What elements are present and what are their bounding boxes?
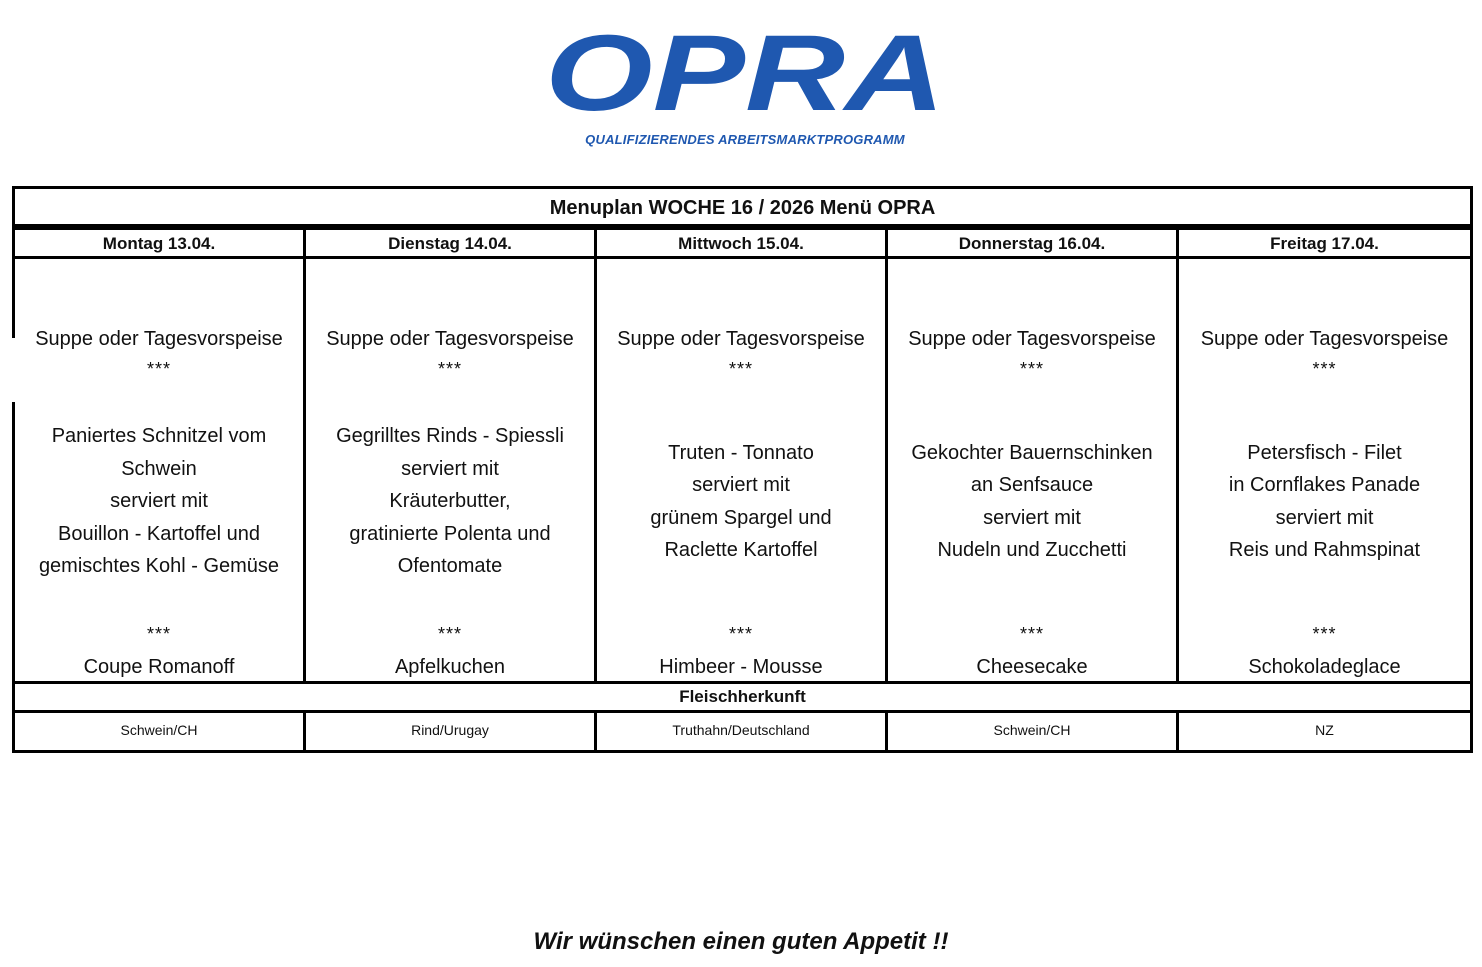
main-dish-line: Bouillon - Kartoffel und xyxy=(58,522,260,545)
dessert-text: Schokoladeglace xyxy=(1248,656,1401,678)
day-menu xyxy=(306,259,594,681)
separator-stars: *** xyxy=(146,624,171,644)
opra-logo xyxy=(540,22,950,152)
closing-message: Wir wünschen einen guten Appetit !! xyxy=(533,928,949,955)
meat-origin-thursday: Schwein/CH xyxy=(888,713,1179,750)
main-dish-line: Truten - Tonnato xyxy=(668,441,814,464)
starter-text: Suppe oder Tagesvorspeise xyxy=(1200,328,1449,350)
starter-text: Suppe oder Tagesvorspeise xyxy=(326,328,574,350)
opra-wordmark xyxy=(540,22,950,122)
main-dish-line: Reis und Rahmspinat xyxy=(1228,539,1421,561)
separator-stars: *** xyxy=(146,359,171,379)
day-column-tuesday xyxy=(306,230,597,681)
main-dish xyxy=(1179,389,1470,614)
main-dish-line: Gegrilltes Rinds - Spiessli xyxy=(336,425,564,448)
main-dish-line: gemischtes Kohl - Gemüse xyxy=(38,555,280,578)
meat-origin-friday: NZ xyxy=(1315,722,1334,738)
day-header: Donnerstag 16.04. xyxy=(888,230,1176,259)
main-dish-line: Nudeln und Zucchetti xyxy=(937,539,1127,561)
main-dish xyxy=(597,389,885,614)
meat-origin-tuesday: Rind/Urugay xyxy=(306,713,597,750)
starter-text: Suppe oder Tagesvorspeise xyxy=(908,328,1156,350)
menu-table xyxy=(12,186,1473,753)
day-column-wednesday xyxy=(597,230,888,681)
day-header: Dienstag 14.04. xyxy=(306,230,594,259)
meat-origin-header: Fleischherkunft xyxy=(15,681,1470,713)
menu-title: Menuplan WOCHE 16 / 2026 Menü OPRA xyxy=(15,189,1470,227)
separator-stars: *** xyxy=(437,624,462,644)
logo-tagline: QUALIFIZIERENDES ARBEITSMARKTPROGRAMM xyxy=(585,132,905,147)
day-menu xyxy=(597,259,885,681)
dessert-text: Cheesecake xyxy=(976,656,1088,678)
separator-stars: *** xyxy=(1019,624,1044,644)
day-column-monday xyxy=(15,230,306,681)
logo-word-text: OPRA xyxy=(545,22,945,122)
day-menu xyxy=(1179,259,1470,681)
main-dish-line: in Cornflakes Panade xyxy=(1228,474,1421,496)
starter-text: Suppe oder Tagesvorspeise xyxy=(617,328,865,350)
separator-stars: *** xyxy=(1312,359,1337,379)
main-dish xyxy=(888,389,1176,614)
main-dish-line: Kräuterbutter, xyxy=(389,490,511,513)
main-dish-line: Gekochter Bauernschinken xyxy=(911,441,1153,464)
day-column-friday xyxy=(1179,230,1470,681)
separator-stars: *** xyxy=(728,624,753,644)
main-dish-line: grünem Spargel und xyxy=(650,506,832,529)
main-dish-line: serviert mit xyxy=(110,490,208,513)
separator-stars: *** xyxy=(1019,359,1044,379)
day-menu xyxy=(888,259,1176,681)
starter-text: Suppe oder Tagesvorspeise xyxy=(35,328,283,350)
dessert-text: Himbeer - Mousse xyxy=(659,656,823,678)
main-dish-line: an Senfsauce xyxy=(970,474,1094,496)
main-dish xyxy=(306,389,594,614)
dessert-text: Coupe Romanoff xyxy=(83,656,235,678)
main-dish-line: Ofentomate xyxy=(397,555,503,578)
main-dish-line: Schwein xyxy=(121,457,197,480)
meat-origin-monday: Schwein/CH xyxy=(15,713,306,750)
separator-stars: *** xyxy=(1312,624,1337,644)
main-dish-line: Raclette Kartoffel xyxy=(664,539,818,561)
dessert-text: Apfelkuchen xyxy=(394,656,506,678)
main-dish xyxy=(15,389,303,614)
day-header: Mittwoch 15.04. xyxy=(597,230,885,259)
main-dish-line: serviert mit xyxy=(692,474,790,496)
separator-stars: *** xyxy=(728,359,753,379)
main-dish-line: Petersfisch - Filet xyxy=(1247,441,1402,464)
day-header: Freitag 17.04. xyxy=(1179,230,1470,259)
day-menu xyxy=(15,259,303,681)
main-dish-line: serviert mit xyxy=(401,457,499,480)
day-header: Montag 13.04. xyxy=(15,230,303,259)
main-dish-line: serviert mit xyxy=(983,506,1081,529)
main-dish-line: serviert mit xyxy=(1275,506,1374,529)
main-dish-line: Paniertes Schnitzel vom xyxy=(51,425,267,448)
separator-stars: *** xyxy=(437,359,462,379)
meat-origin-wednesday: Truthahn/Deutschland xyxy=(597,713,888,750)
day-column-thursday xyxy=(888,230,1179,681)
main-dish-line: gratinierte Polenta und xyxy=(349,522,551,545)
